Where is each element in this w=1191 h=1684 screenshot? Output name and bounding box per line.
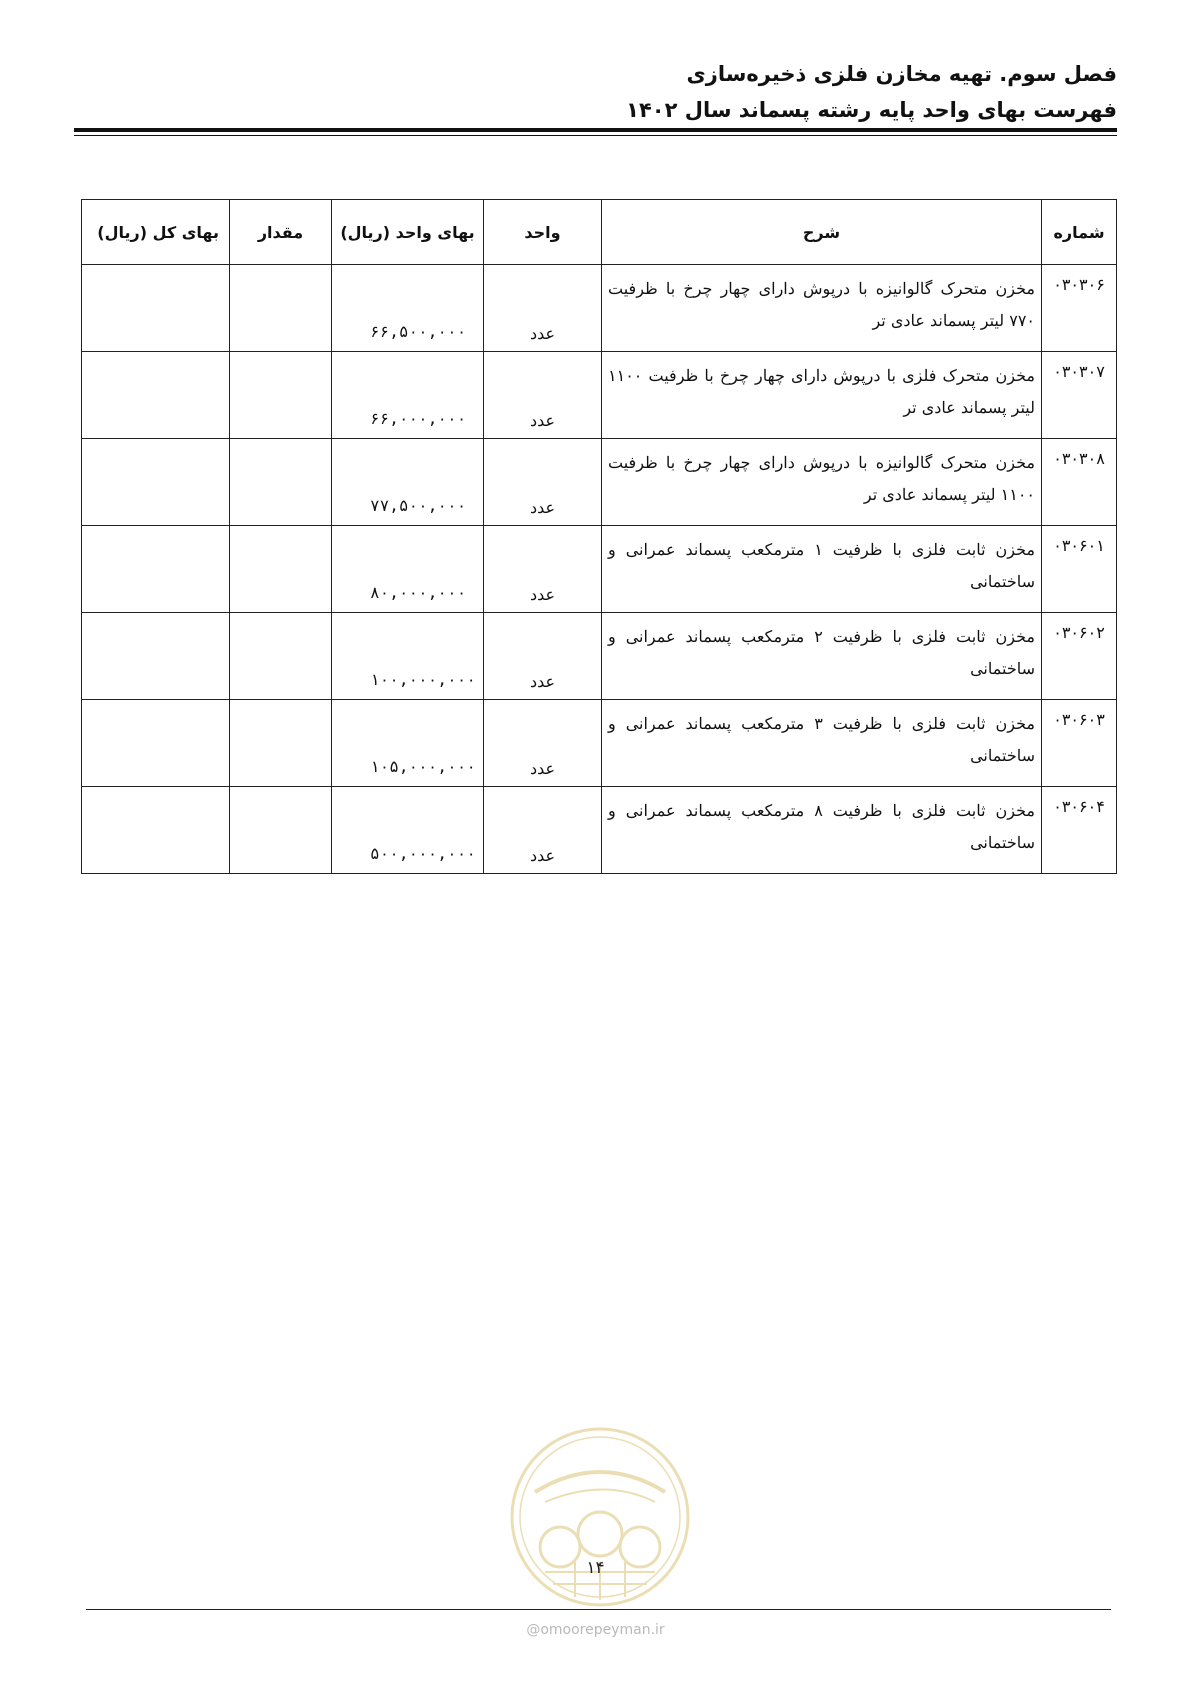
item-unit-price: ۱۰۵,۰۰۰,۰۰۰: [332, 700, 484, 787]
item-number: ۰۳۰۶۰۳: [1042, 700, 1117, 787]
header-unit: واحد: [484, 200, 602, 265]
omoorepeyman-seal-logo: [505, 1422, 695, 1612]
price-list-title: فهرست بهای واحد پایه رشته پسماند سال ۱۴۰۲: [626, 98, 1117, 122]
watermark-url: @omoorepeyman.ir: [526, 1622, 665, 1638]
item-unit: عدد: [484, 787, 602, 874]
item-description: مخزن متحرک فلزی با درپوش دارای چهار چرخ با ظرفیت ۱۱۰۰ لیتر پسماند عادی تر: [602, 352, 1042, 439]
item-unit-price: ۸۰,۰۰۰,۰۰۰: [332, 526, 484, 613]
header-quantity: مقدار: [230, 200, 332, 265]
item-unit-price: ۶۶,۰۰۰,۰۰۰: [332, 352, 484, 439]
header-rule-thick: [74, 128, 1117, 132]
item-unit: عدد: [484, 700, 602, 787]
header-number: شماره: [1042, 200, 1117, 265]
item-total-price: [82, 439, 230, 526]
item-total-price: [82, 613, 230, 700]
item-total-price: [82, 700, 230, 787]
page-number: ۱۴: [586, 1558, 605, 1578]
item-unit: عدد: [484, 352, 602, 439]
item-unit-price: ۵۰۰,۰۰۰,۰۰۰: [332, 787, 484, 874]
item-description: مخزن ثابت فلزی با ظرفیت ۸ مترمکعب پسماند عمرانی و ساختمانی: [602, 787, 1042, 874]
item-total-price: [82, 352, 230, 439]
price-table: [81, 199, 1117, 874]
item-unit-price: ۷۷,۵۰۰,۰۰۰: [332, 439, 484, 526]
item-quantity: [230, 613, 332, 700]
table-row: [82, 352, 1117, 439]
item-unit: عدد: [484, 439, 602, 526]
item-quantity: [230, 352, 332, 439]
header-unit-price: بهای واحد (ریال): [332, 200, 484, 265]
item-unit: عدد: [484, 526, 602, 613]
item-number: ۰۳۰۶۰۲: [1042, 613, 1117, 700]
page-header: [626, 56, 1117, 128]
table-row: [82, 613, 1117, 700]
item-quantity: [230, 700, 332, 787]
item-quantity: [230, 265, 332, 352]
item-quantity: [230, 439, 332, 526]
item-number: ۰۳۰۳۰۶: [1042, 265, 1117, 352]
item-description: مخزن متحرک گالوانیزه با درپوش دارای چهار چرخ با ظرفیت ۷۷۰ لیتر پسماند عادی تر: [602, 265, 1042, 352]
item-number: ۰۳۰۳۰۸: [1042, 439, 1117, 526]
item-description: مخزن متحرک گالوانیزه با درپوش دارای چهار چرخ با ظرفیت ۱۱۰۰ لیتر پسماند عادی تر: [602, 439, 1042, 526]
item-quantity: [230, 787, 332, 874]
item-number: ۰۳۰۶۰۴: [1042, 787, 1117, 874]
table-row: [82, 265, 1117, 352]
item-total-price: [82, 526, 230, 613]
item-quantity: [230, 526, 332, 613]
table-row: [82, 526, 1117, 613]
header-total-price: بهای کل (ریال): [82, 200, 230, 265]
table-header-row: [82, 200, 1117, 265]
table-row: [82, 700, 1117, 787]
item-description: مخزن ثابت فلزی با ظرفیت ۳ مترمکعب پسماند عمرانی و ساختمانی: [602, 700, 1042, 787]
table-row: [82, 787, 1117, 874]
item-number: ۰۳۰۳۰۷: [1042, 352, 1117, 439]
footer-rule: [86, 1609, 1111, 1610]
item-total-price: [82, 265, 230, 352]
table-row: [82, 439, 1117, 526]
item-unit: عدد: [484, 265, 602, 352]
item-description: مخزن ثابت فلزی با ظرفیت ۲ مترمکعب پسماند عمرانی و ساختمانی: [602, 613, 1042, 700]
item-unit-price: ۶۶,۵۰۰,۰۰۰: [332, 265, 484, 352]
item-total-price: [82, 787, 230, 874]
item-unit-price: ۱۰۰,۰۰۰,۰۰۰: [332, 613, 484, 700]
item-number: ۰۳۰۶۰۱: [1042, 526, 1117, 613]
header-rule-thin: [74, 135, 1117, 136]
chapter-title: فصل سوم. تهیه مخازن فلزی ذخیره‌سازی: [686, 62, 1117, 86]
item-description: مخزن ثابت فلزی با ظرفیت ۱ مترمکعب پسماند عمرانی و ساختمانی: [602, 526, 1042, 613]
item-unit: عدد: [484, 613, 602, 700]
header-description: شرح: [602, 200, 1042, 265]
